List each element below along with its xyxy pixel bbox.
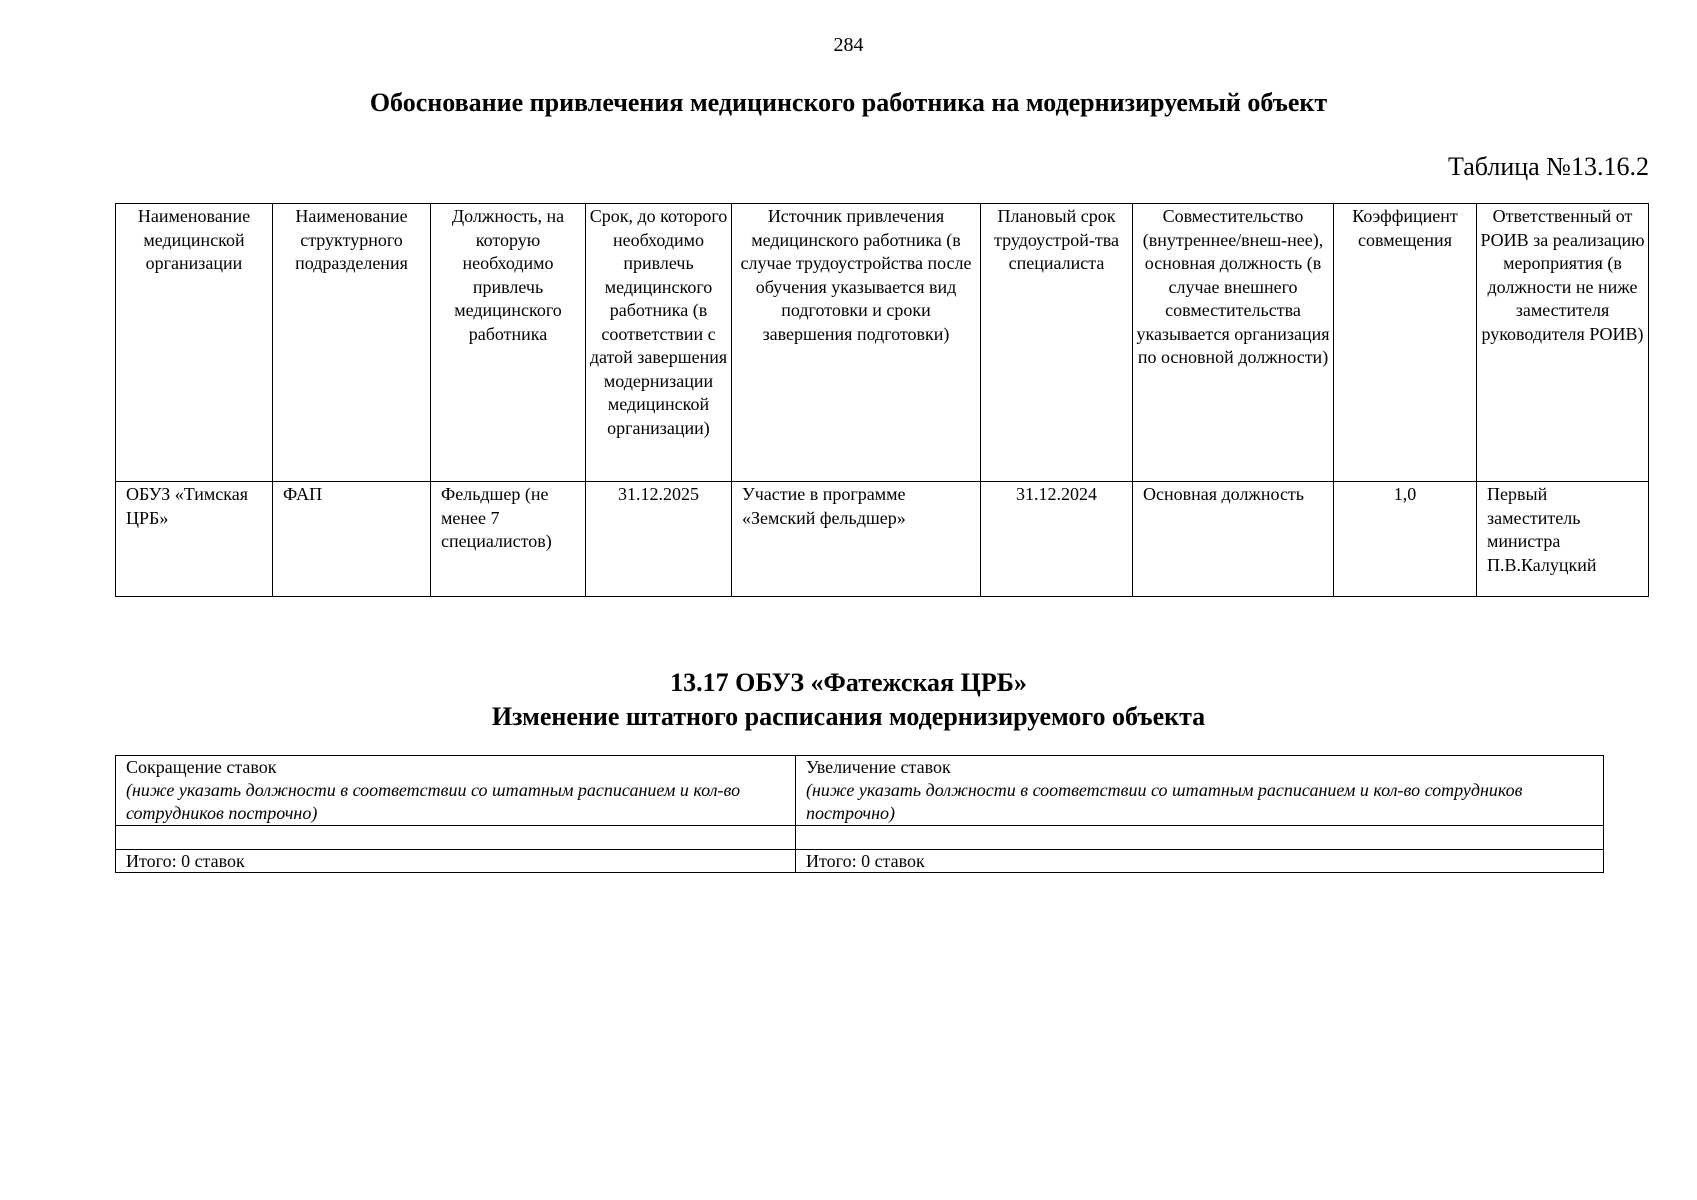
reduction-empty-cell <box>116 826 796 850</box>
reduction-heading: Сокращение ставок <box>126 757 277 777</box>
header-source: Источник привлечения медицинского работника (в случае трудоустройства после обучения указывается вид подготовки и сроки завершения подготовки) <box>732 204 981 482</box>
header-position: Должность, на которую необходимо привлечь медицинского работника <box>431 204 586 482</box>
cell-responsible: Первый заместитель министра П.В.Калуцкий <box>1477 482 1649 597</box>
total-row <box>116 850 1604 873</box>
header-responsible: Ответственный от РОИВ за реализацию мероприятия (в должности не ниже заместителя руководителя РОИВ) <box>1477 204 1649 482</box>
cell-source: Участие в программе «Земский фельдшер» <box>732 482 981 597</box>
table-label: Таблица №13.16.2 <box>1447 152 1649 181</box>
reduction-note: (ниже указать должности в соответствии со штатным расписанием и кол-во сотрудников построчно) <box>126 780 741 823</box>
cell-deadline: 31.12.2025 <box>586 482 732 597</box>
increase-total: Итого: 0 ставок <box>796 850 1604 873</box>
table-header-row <box>116 204 1649 482</box>
header-coefficient: Коэффициент совмещения <box>1334 204 1477 482</box>
header-deadline: Срок, до которого необходимо привлечь медицинского работника (в соответствии с датой завершения модернизации медицинской организации) <box>586 204 732 482</box>
table-header-row <box>116 756 1604 826</box>
page-number: 284 <box>833 34 864 56</box>
cell-combination: Основная должность <box>1133 482 1334 597</box>
header-planned-date: Плановый срок трудоустрой-тва специалиста <box>981 204 1133 482</box>
increase-empty-cell <box>796 826 1604 850</box>
header-combination: Совместительство (внутреннее/внеш-нее), основная должность (в случае внешнего совместительства указывается организация по основной должности) <box>1133 204 1334 482</box>
table-row <box>116 826 1604 850</box>
staffing-change-table <box>115 755 1604 873</box>
section-title: 13.17 ОБУЗ «Фатежская ЦРБ» <box>670 668 1027 697</box>
header-organization: Наименование медицинской организации <box>116 204 273 482</box>
increase-note: (ниже указать должности в соответствии со штатным расписанием и кол-во сотрудников построчно) <box>806 780 1523 823</box>
section-subtitle: Изменение штатного расписания модернизируемого объекта <box>491 702 1206 731</box>
page-title: Обоснование привлечения медицинского работника на модернизируемый объект <box>369 88 1328 117</box>
reduction-total: Итого: 0 ставок <box>116 850 796 873</box>
cell-planned-date: 31.12.2024 <box>981 482 1133 597</box>
table-row <box>116 482 1649 597</box>
staff-attraction-table <box>115 203 1649 597</box>
increase-header-cell <box>796 756 1604 826</box>
reduction-header-cell <box>116 756 796 826</box>
increase-heading: Увеличение ставок <box>806 757 951 777</box>
cell-organization: ОБУЗ «Тимская ЦРБ» <box>116 482 273 597</box>
cell-division: ФАП <box>273 482 431 597</box>
header-division: Наименование структурного подразделения <box>273 204 431 482</box>
cell-position: Фельдшер (не менее 7 специалистов) <box>431 482 586 597</box>
cell-coefficient: 1,0 <box>1334 482 1477 597</box>
